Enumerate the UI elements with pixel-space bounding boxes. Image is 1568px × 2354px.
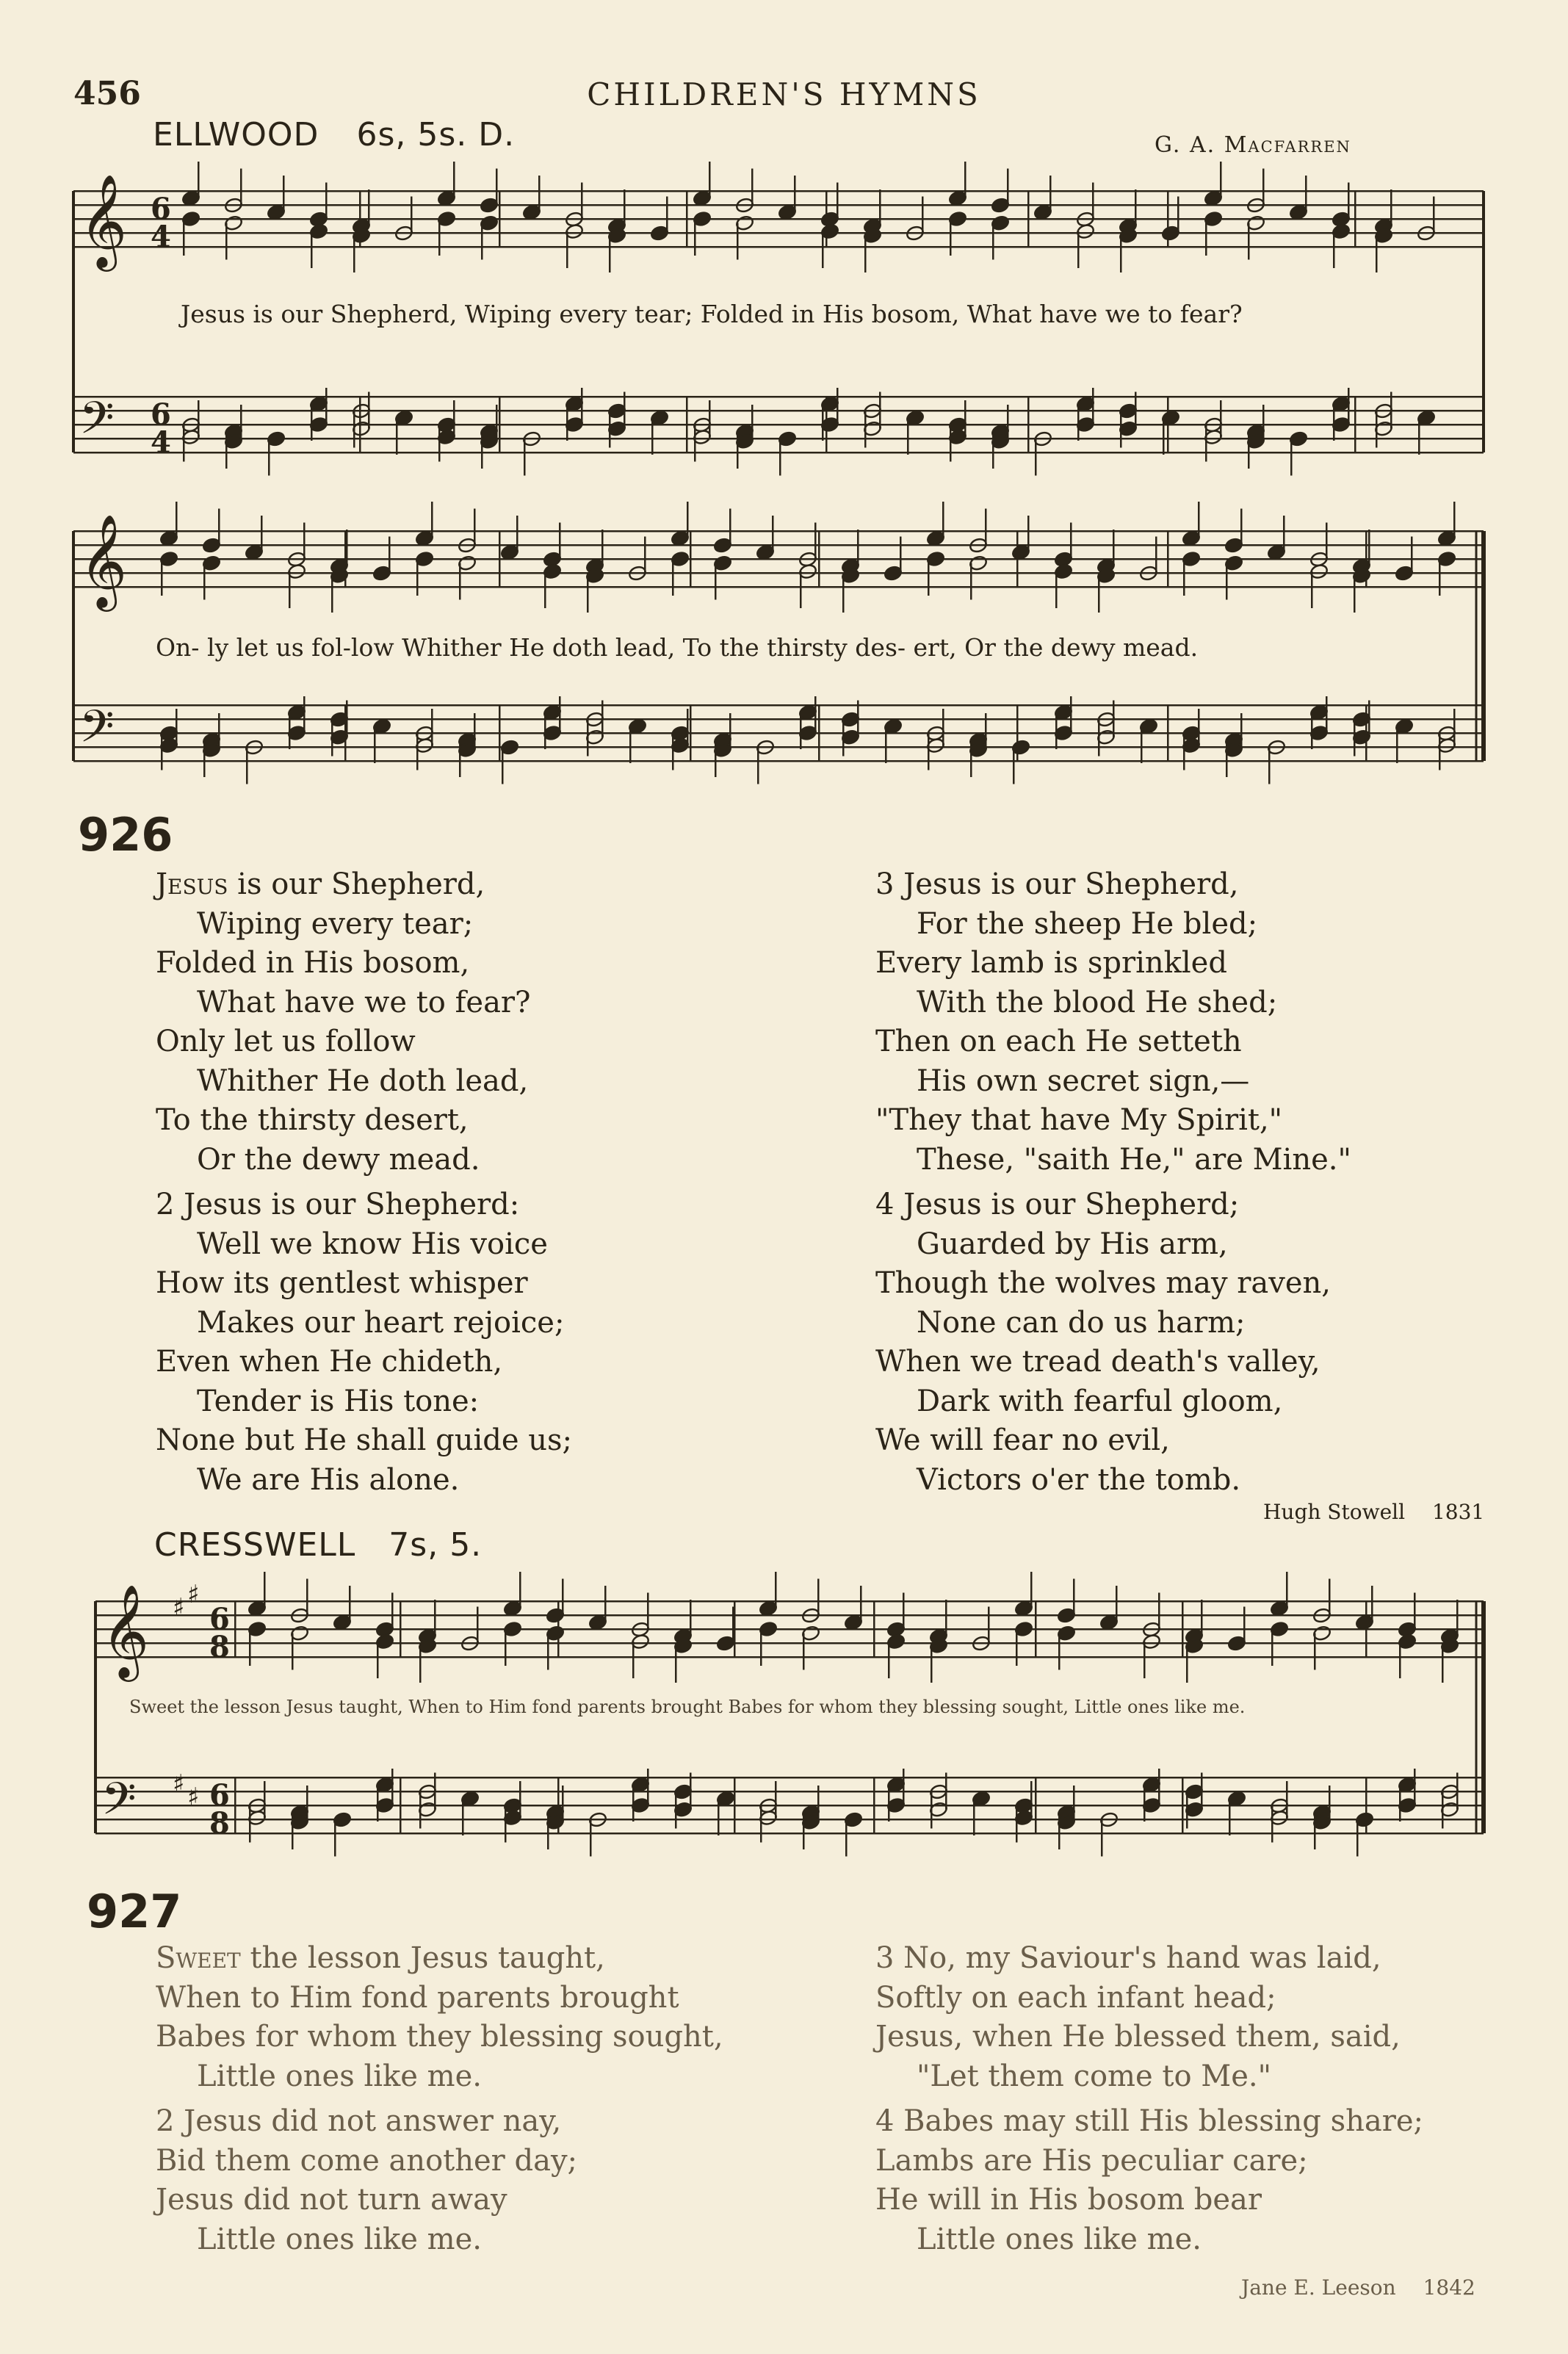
bass-clef-icon: 𝄢 bbox=[79, 392, 115, 455]
treble-clef-icon: 𝄞 bbox=[79, 513, 128, 607]
svg-text:6: 6 bbox=[209, 1778, 230, 1813]
bass-clef-icon: 𝄢 bbox=[101, 1773, 137, 1836]
hymn926-verse-1: Jesus is our Shepherd, Wiping every tear; Folded in His bosom, What have we to fear? Only let us follow Whither He doth lead, To the thirsty desert, Or the dewy mead. bbox=[156, 867, 531, 1177]
hymn927-verse-1: Sweet the lesson Jesus taught, When to Him fond parents brought Babes for whom they blessing sought, Little ones like me. bbox=[156, 1941, 723, 2093]
hymn927-verse-2: 2 Jesus did not answer nay, Bid them come another day; Jesus did not turn away Little ones like me. bbox=[156, 2104, 578, 2256]
svg-text:♯: ♯ bbox=[173, 1769, 185, 1799]
page-number: 456 bbox=[73, 75, 141, 112]
svg-text:4: 4 bbox=[151, 425, 171, 460]
svg-text:♯: ♯ bbox=[173, 1593, 185, 1622]
tune-meter: 7s, 5. bbox=[389, 1526, 483, 1564]
svg-text:8: 8 bbox=[209, 1630, 230, 1664]
svg-text:4: 4 bbox=[151, 220, 171, 254]
svg-text:6: 6 bbox=[151, 192, 171, 226]
hymn926-verse-2: 2 Jesus is our Shepherd: Well we know His voice How its gentlest whisper Makes our heart rejoice; Even when He chideth, Tender is His tone: None but He shall guide us; We are His alone. bbox=[156, 1188, 573, 1497]
running-head: CHILDREN'S HYMNS bbox=[587, 76, 981, 112]
svg-text:6: 6 bbox=[209, 1602, 230, 1636]
tune-name: ELLWOOD bbox=[153, 116, 319, 154]
tune-meter: 6s, 5s. D. bbox=[356, 116, 516, 154]
lyrics-line-1: Jesus is our Shepherd, Wiping every tear; Folded in His bosom, What have we to fear? bbox=[181, 300, 1243, 328]
hymn926-verse-3: 3 Jesus is our Shepherd, For the sheep He bled; Every lamb is sprinkled With the blood He shed; Then on each He setteth His own secret sign,— "They that have My Spirit," These, "saith He," are Mine." bbox=[875, 867, 1351, 1177]
svg-text:♯: ♯ bbox=[187, 1783, 200, 1812]
treble-clef-icon: 𝄞 bbox=[101, 1584, 150, 1678]
svg-text:♯: ♯ bbox=[187, 1580, 200, 1609]
hymn927-verse-3: 3 No, my Saviour's hand was laid, Softly on each infant head; Jesus, when He blessed them, said, "Let them come to Me." bbox=[875, 1941, 1401, 2093]
tune-name: CRESSWELL bbox=[154, 1526, 356, 1564]
lyrics-line-2: On- ly let us fol-low Whither He doth lead, To the thirsty des- ert, Or the dewy mead. bbox=[156, 633, 1199, 662]
hymn926-author: Hugh Stowell 1831 bbox=[1263, 1500, 1485, 1524]
hymn927-author: Jane E. Leeson 1842 bbox=[1241, 2275, 1475, 2300]
tune-title-cresswell bbox=[154, 1526, 482, 1564]
treble-staff-1 bbox=[73, 191, 1484, 247]
treble-clef-icon: 𝄞 bbox=[79, 173, 128, 267]
lyrics-cresswell: Sweet the lesson Jesus taught, When to Him fond parents brought Babes for whom they blessing sought, Little ones like me. bbox=[129, 1697, 1246, 1717]
svg-text:6: 6 bbox=[151, 397, 171, 432]
hymn926-verse-4: 4 Jesus is our Shepherd; Guarded by His arm, Though the wolves may raven, None can do us harm; When we tread death's valley, Dark with fearful gloom, We will fear no evil, Victors o'er the tomb. bbox=[875, 1188, 1332, 1497]
bass-clef-icon: 𝄢 bbox=[79, 701, 115, 764]
composer: G. A. Macfarren bbox=[1155, 132, 1351, 158]
svg-text:8: 8 bbox=[209, 1806, 230, 1841]
hymn-number-927: 927 bbox=[87, 1885, 182, 1938]
bass-staff-1 bbox=[73, 397, 1484, 452]
hymn-number-926: 926 bbox=[78, 808, 173, 862]
hymn927-verse-4: 4 Babes may still His blessing share; Lambs are His peculiar care; He will in His bosom bear Little ones like me. bbox=[875, 2104, 1424, 2256]
